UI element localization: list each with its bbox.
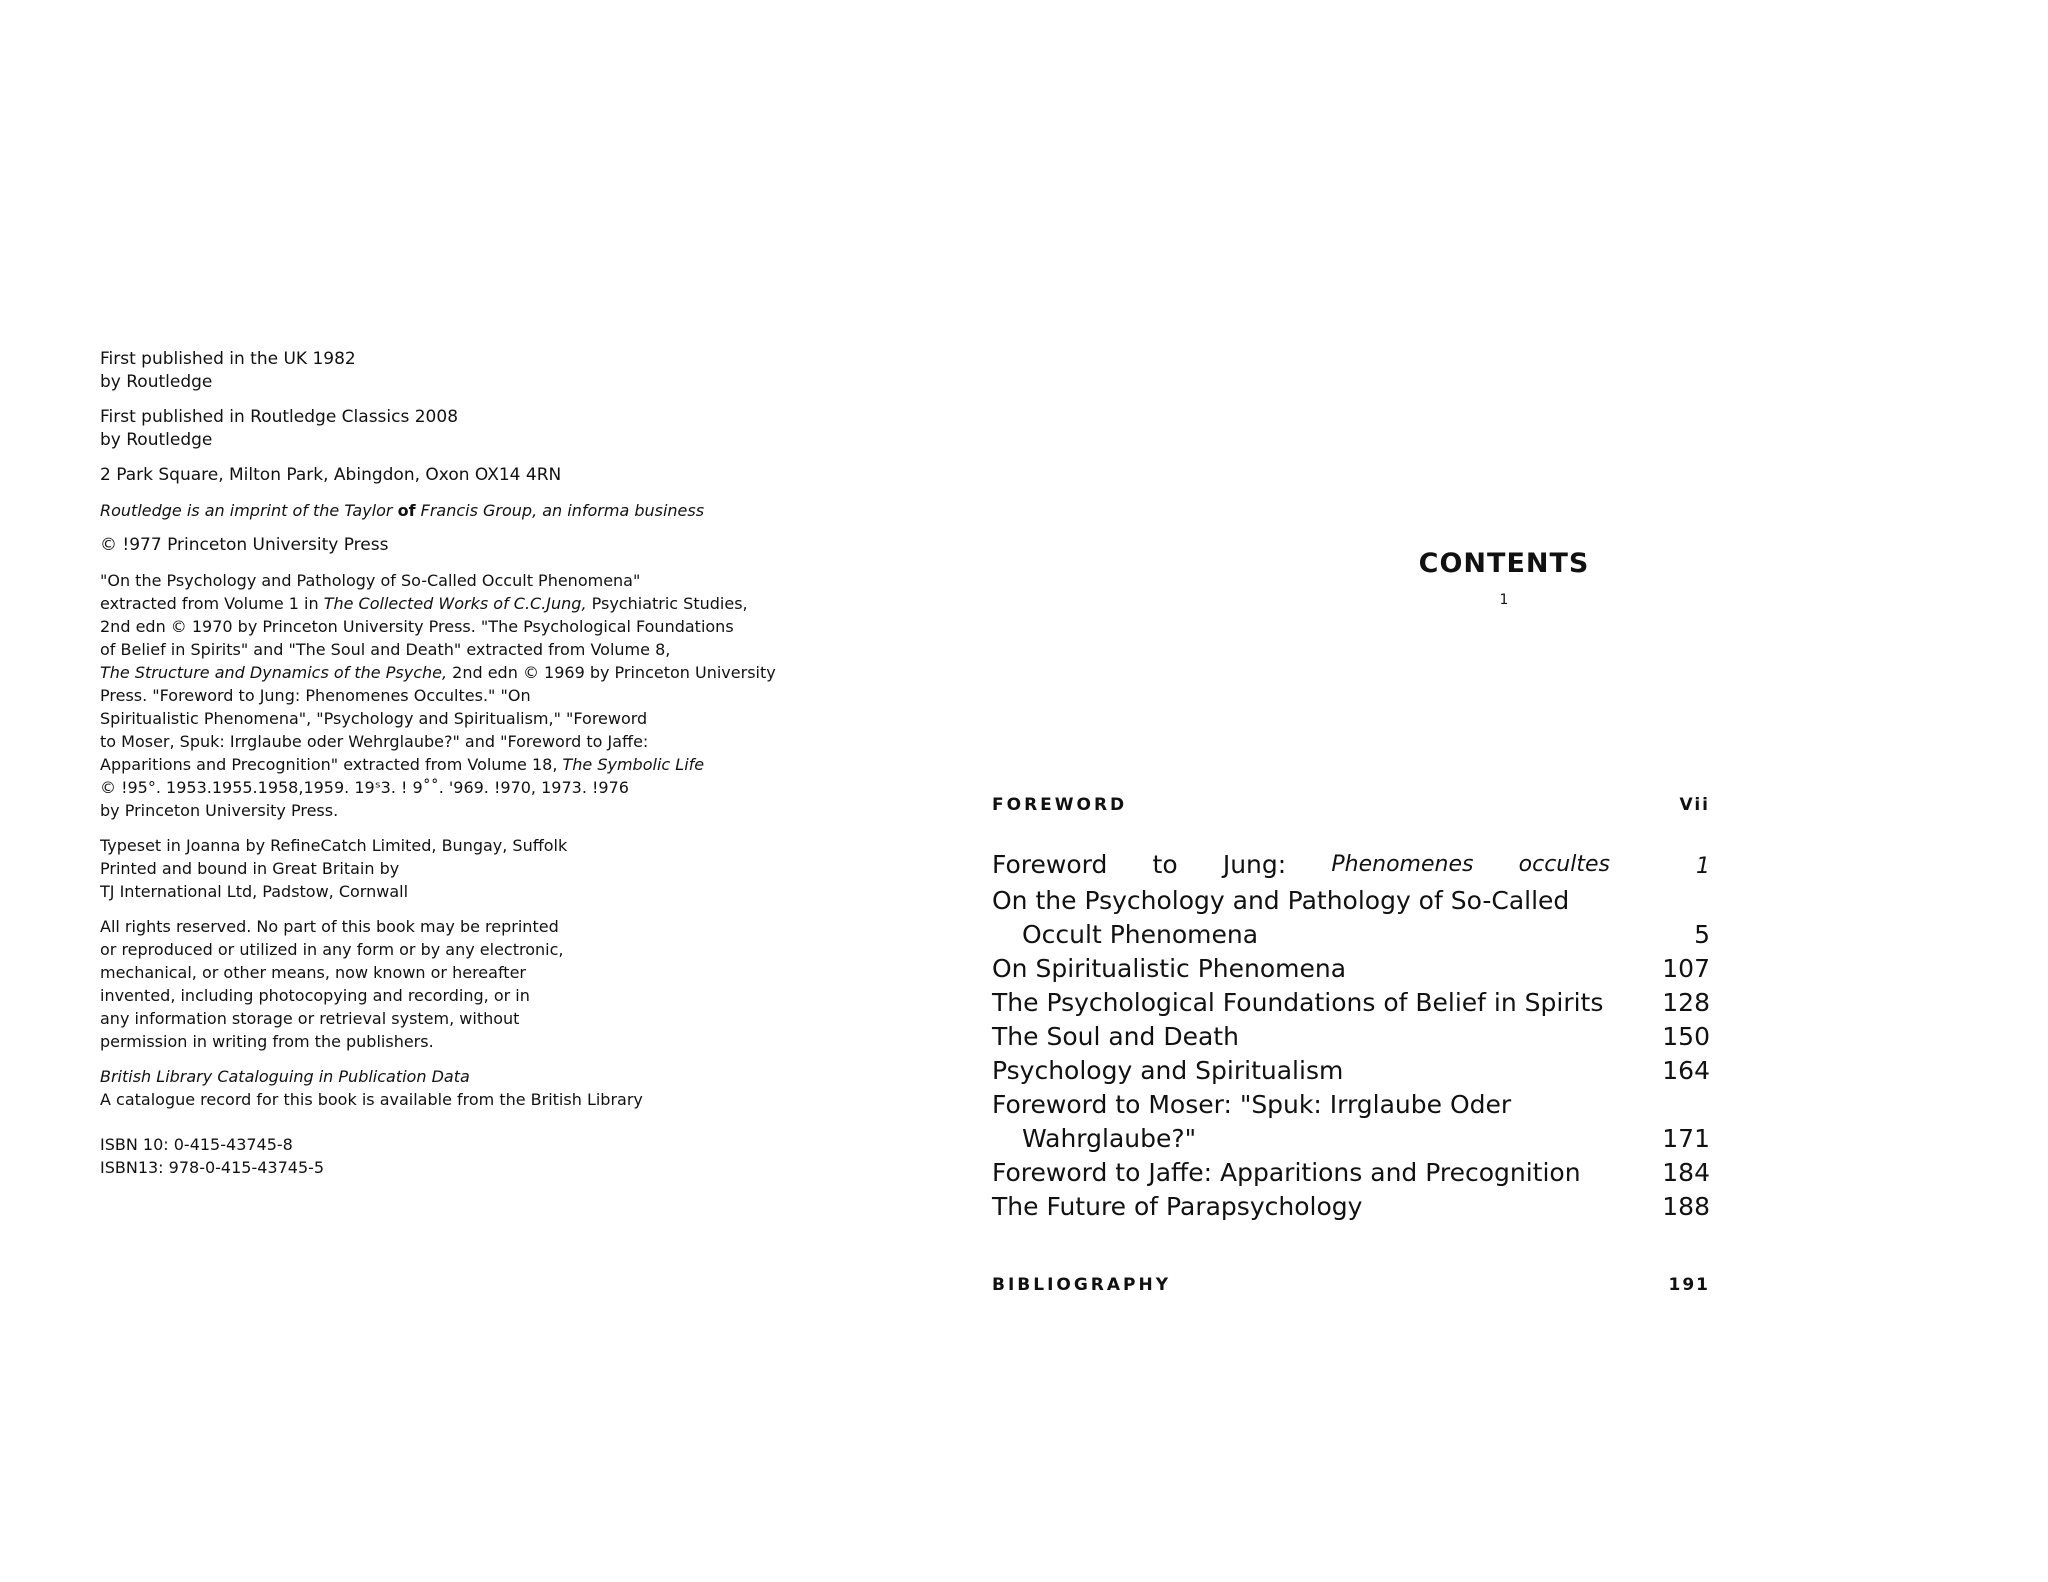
rights-line-3: mechanical, or other means, now known or hereafter [100,963,526,982]
extract-line-11: by Princeton University Press. [100,801,339,820]
bibliography-page: 191 [1668,1275,1710,1295]
contents-page [960,0,2048,1582]
toc-entry[interactable] [992,952,1710,986]
toc-word: occultes [1518,852,1610,877]
toc-entry-title: Foreword to Moser: "Spuk: Irrglaube Oder [992,1090,1512,1119]
extract-line-4: of Belief in Spirits" and "The Soul and Death" extracted from Volume 8, [100,640,671,659]
toc-word: Jung: [1222,850,1287,879]
isbn-13: ISBN13: 978-0-415-43745-5 [100,1158,325,1177]
toc-entry-title: The Psychological Foundations of Belief in Spirits [992,988,1604,1017]
toc-entry[interactable] [992,1156,1710,1190]
toc-entry[interactable] [992,848,1710,884]
typeset-line-3: TJ International Ltd, Padstow, Cornwall [100,882,409,901]
toc-entry-page: 150 [1662,1022,1710,1051]
classics-publication-line-1: First published in Routledge Classics 2008 [100,407,459,427]
structure-dynamics-title: The Structure and Dynamics of the Psyche, [100,663,448,682]
contents-title: CONTENTS [1418,548,1590,579]
bibliography-label: BIBLIOGRAPHY [992,1275,1172,1295]
imprint-part-a: Routledge is an imprint of the Taylor [100,501,398,520]
contents-subnumber: 1 [1499,592,1509,608]
toc-word: Foreword [992,850,1108,879]
typeset-credits [100,834,860,903]
rights-line-4: invented, including photocopying and recording, or in [100,986,530,1005]
toc-word: to [1152,850,1178,879]
imprint-of: of [397,501,416,520]
toc-entry-title: Psychology and Spiritualism [992,1056,1344,1085]
imprint-part-b: Francis Group, an informa business [415,501,705,520]
toc-entry[interactable] [992,1122,1710,1156]
extract-line-2a: extracted from Volume 1 in [100,594,324,613]
extract-line-7: Spiritualistic Phenomena", "Psychology and Spiritualism," "Foreword [100,709,648,728]
extract-line-2 [100,592,860,615]
extract-line-9a: Apparitions and Precognition" extracted from Volume 18, [100,755,563,774]
toc-entry[interactable] [992,1020,1710,1054]
toc-entry-page: 164 [1662,1056,1710,1085]
extract-line-8: to Moser, Spuk: Irrglaube oder Wehrglaube?" and "Foreword to Jaffe: [100,732,649,751]
british-library-data [100,1065,860,1111]
copyright-block [100,348,860,1191]
toc-entry[interactable] [992,884,1710,918]
toc-entry[interactable] [992,986,1710,1020]
bibliography-section[interactable] [992,1275,1710,1295]
toc-entry[interactable] [992,1088,1710,1122]
toc-entry[interactable] [992,1054,1710,1088]
copyright-page [0,0,900,1582]
foreword-section[interactable] [992,795,1710,815]
extract-line-5b: 2nd edn © 1969 by Princeton University [447,663,776,682]
publisher-address: 2 Park Square, Milton Park, Abingdon, Oxon OX14 4RN [100,465,562,485]
uk-publication-line-1: First published in the UK 1982 [100,349,356,369]
collected-works-title: The Collected Works of C.C.Jung, [323,594,587,613]
extract-line-3: 2nd edn © 1970 by Princeton University Press. "The Psychological Foundations [100,617,734,636]
symbolic-life-title: The Symbolic Life [562,755,705,774]
toc-entry-page: 5 [1694,920,1710,949]
typeset-line-2: Printed and bound in Great Britain by [100,859,400,878]
toc-entry[interactable] [992,1190,1710,1224]
toc-entry-page: 1 [1696,854,1710,879]
extract-credits [100,569,860,822]
toc-entry[interactable] [992,918,1710,952]
toc-entry-title [992,848,1660,882]
rights-line-5: any information storage or retrieval system, without [100,1009,520,1028]
toc-entry-title: Wahrglaube?" [1022,1124,1197,1153]
rights-statement [100,915,860,1053]
extract-line-2c: Psychiatric Studies, [586,594,748,613]
toc-entry-title: The Soul and Death [992,1022,1239,1051]
toc-entry-page: 107 [1662,954,1710,983]
extract-line-10: © !95°. 1953.1955.1958,1959. 19ˢ3. ! 9˚˚. '969. !970, 1973. !976 [100,778,629,797]
toc-entry-page: 171 [1662,1124,1710,1153]
toc-entry-title: On the Psychology and Pathology of So-Called [992,886,1570,915]
classics-publication-line-2: by Routledge [100,430,213,450]
typeset-line-1: Typeset in Joanna by RefineCatch Limited, Bungay, Suffolk [100,836,568,855]
copyright-press: © !977 Princeton University Press [100,535,389,555]
isbn-block [100,1133,860,1179]
rights-line-1: All rights reserved. No part of this book may be reprinted [100,917,559,936]
uk-publication-line-2: by Routledge [100,372,213,392]
british-library-record: A catalogue record for this book is available from the British Library [100,1090,643,1109]
foreword-page: Vii [1679,795,1710,815]
toc-entry-title: The Future of Parapsychology [992,1192,1363,1221]
toc-entry-title: On Spiritualistic Phenomena [992,954,1347,983]
imprint-statement [100,499,860,522]
toc-entry-page: 128 [1662,988,1710,1017]
foreword-label: FOREWORD [992,795,1128,815]
toc-entry-page: 184 [1662,1158,1710,1187]
extract-line-9 [100,753,860,776]
toc-entry-title: Occult Phenomena [1022,920,1259,949]
extract-line-6: Press. "Foreword to Jung: Phenomenes Occultes." "On [100,686,531,705]
rights-line-2: or reproduced or utilized in any form or by any electronic, [100,940,564,959]
toc-list [992,848,1710,1224]
uk-publication [100,348,860,394]
isbn-10: ISBN 10: 0-415-43745-8 [100,1135,293,1154]
extract-line-1: "On the Psychology and Pathology of So-Called Occult Phenomena" [100,571,641,590]
rights-line-6: permission in writing from the publishers. [100,1032,434,1051]
british-library-heading: British Library Cataloguing in Publication Data [100,1067,470,1086]
classics-publication [100,406,860,452]
toc-entry-title: Foreword to Jaffe: Apparitions and Precognition [992,1158,1581,1187]
toc-entry-page: 188 [1662,1192,1710,1221]
extract-line-5 [100,661,860,684]
toc-word: Phenomenes [1331,852,1474,877]
